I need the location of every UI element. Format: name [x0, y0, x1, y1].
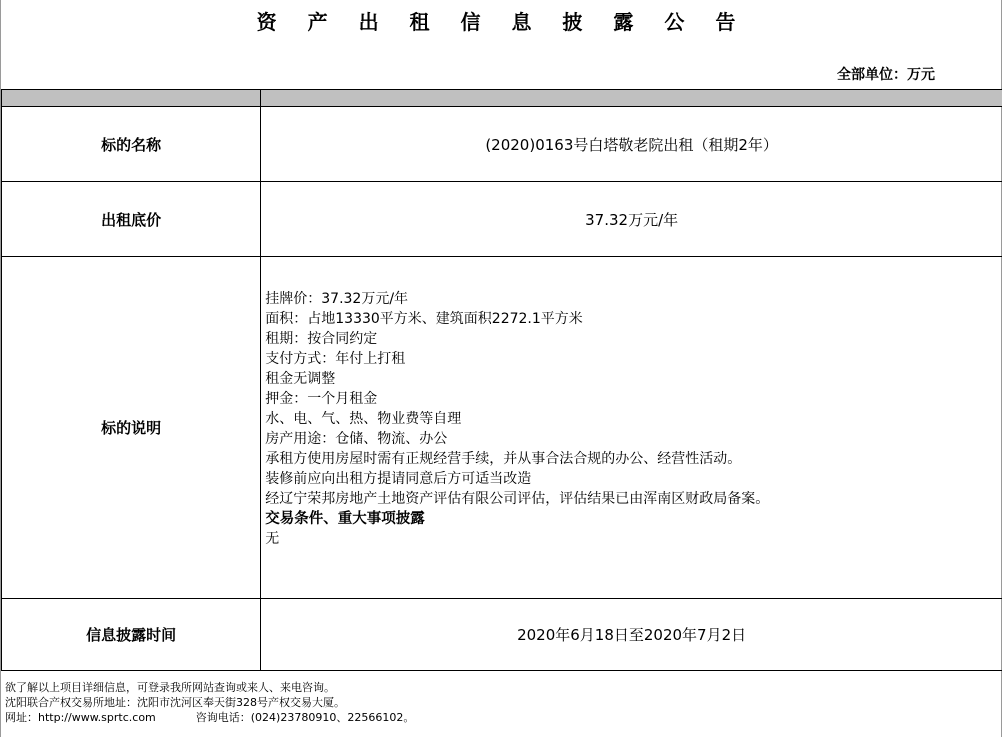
label-time: 信息披露时间	[2, 599, 261, 671]
footer-line-inquiry: 欲了解以上项目详细信息，可登录我所网站查询或来人、来电咨询。	[5, 681, 335, 694]
header-cell-left	[2, 90, 261, 107]
row-name	[2, 107, 1002, 182]
desc-line: 押金：一个月租金	[265, 391, 378, 407]
row-price	[2, 182, 1002, 257]
footer-notes	[5, 680, 414, 725]
row-time	[2, 599, 1002, 671]
desc-line: 水、电、气、热、物业费等自理	[265, 411, 462, 427]
website-label: 网址：	[5, 711, 38, 724]
footer-line-contact	[5, 710, 414, 725]
phone-number: (024)23780910、22566102。	[250, 711, 415, 724]
unit-note: 全部单位：万元	[837, 67, 935, 83]
desc-line: 租金无调整	[265, 371, 336, 387]
label-name: 标的名称	[2, 107, 261, 182]
desc-line: 支付方式：年付上打租	[265, 351, 406, 367]
footer-line-address: 沈阳联合产权交易所地址：沈阳市沈河区奉天街328号产权交易大厦。	[5, 696, 345, 709]
conditions-heading: 交易条件、重大事项披露	[265, 511, 425, 527]
desc-line: 租期：按合同约定	[265, 331, 378, 347]
website-link[interactable]: http://www.sprtc.com	[38, 711, 156, 724]
value-name: (2020)0163号白塔敬老院出租（租期2年）	[261, 107, 1002, 182]
phone-label: 咨询电话：	[195, 711, 251, 724]
conditions-value: 无	[265, 531, 280, 547]
desc-line: 挂牌价：37.32万元/年	[265, 291, 409, 307]
header-cell-right	[261, 90, 1002, 107]
table-header-strip	[2, 90, 1002, 107]
label-price: 出租底价	[2, 182, 261, 257]
desc-line: 面积：占地13330平方米、建筑面积2272.1平方米	[265, 311, 583, 327]
desc-line: 装修前应向出租方提请同意后方可适当改造	[265, 471, 532, 487]
page-title: 资 产 出 租 信 息 披 露 公 告	[256, 10, 748, 34]
value-time: 2020年6月18日至2020年7月2日	[261, 599, 1002, 671]
row-desc	[2, 257, 1002, 599]
info-table	[1, 89, 1002, 671]
value-desc	[261, 257, 1002, 599]
value-price: 37.32万元/年	[261, 182, 1002, 257]
desc-line: 承租方使用房屋时需有正规经营手续，并从事合法合规的办公、经营性活动。	[265, 451, 742, 467]
desc-line: 房产用途：仓储、物流、办公	[265, 431, 448, 447]
desc-line: 经辽宁荣邦房地产土地资产评估有限公司评估，评估结果已由浑南区财政局备案。	[265, 491, 770, 507]
label-desc: 标的说明	[2, 257, 261, 599]
info-table-wrap	[1, 89, 1002, 671]
